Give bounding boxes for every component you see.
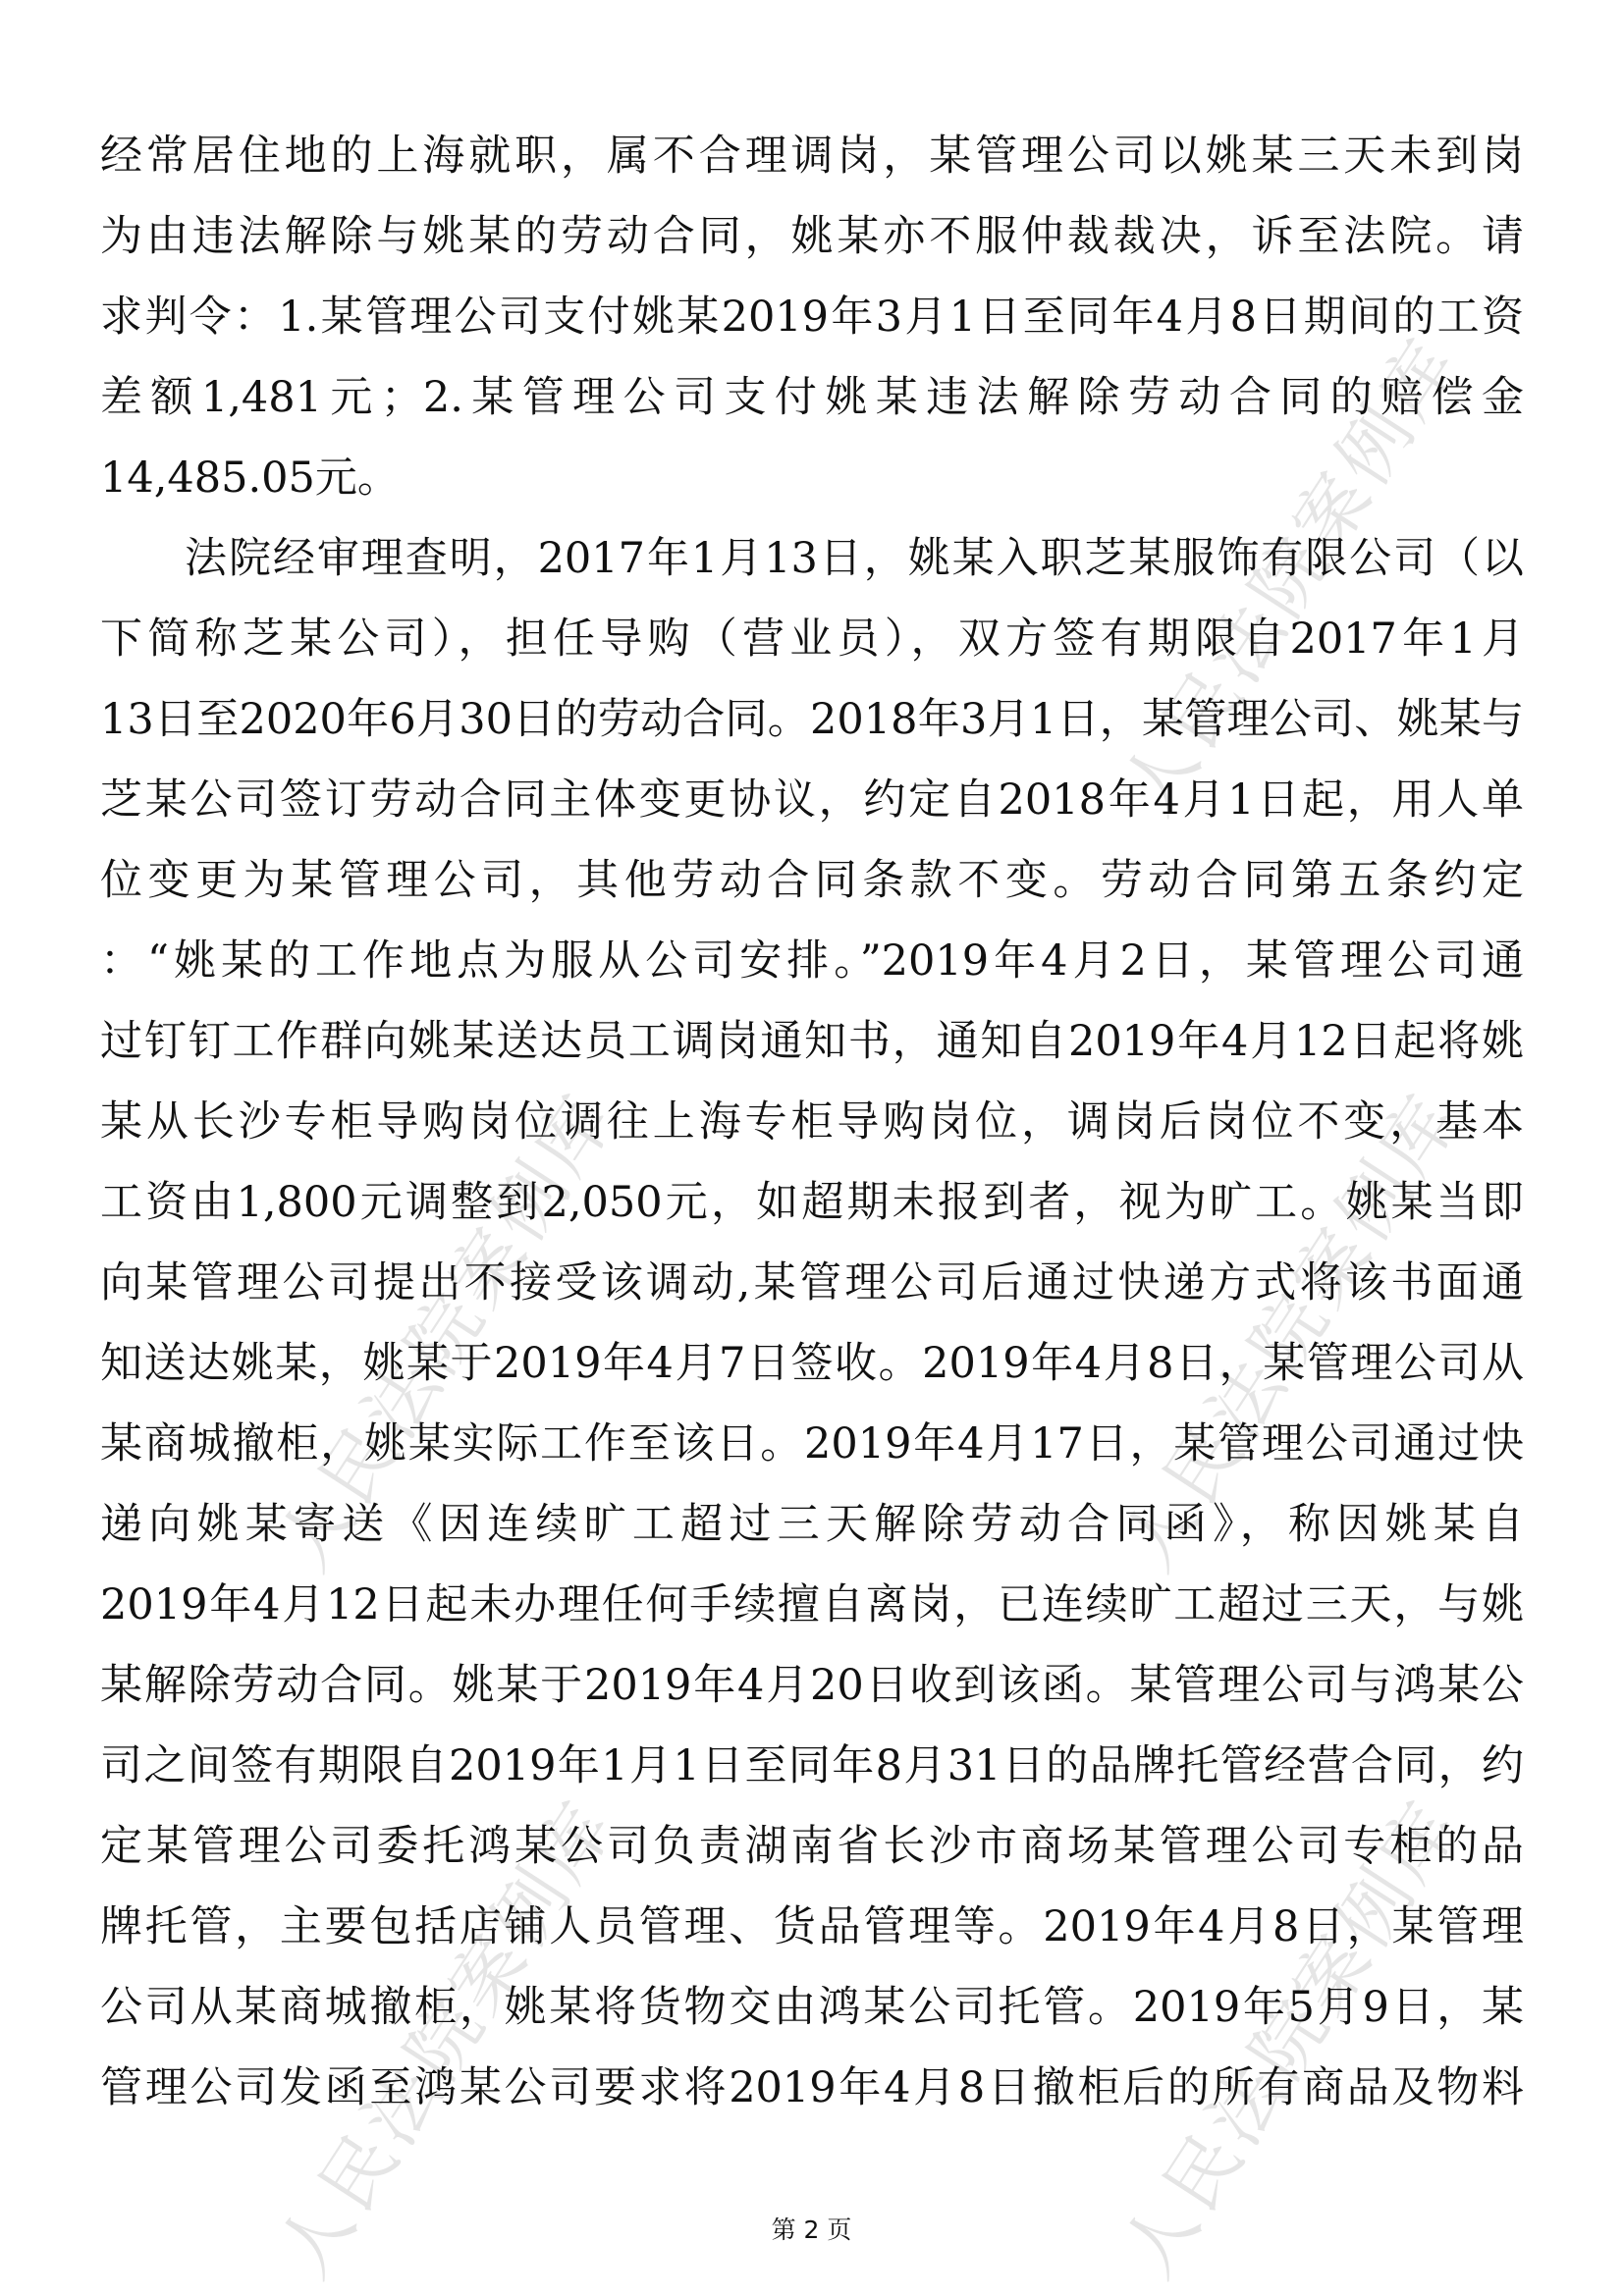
paragraph-facts	[100, 518, 1524, 2128]
text-line: 求判令：1.某管理公司支付姚某2019年3月1日至同年4月8日期间的工资	[100, 293, 1524, 342]
text-line: 差额1,481元；2.某管理公司支付姚某违法解除劳动合同的赔偿金	[100, 373, 1524, 422]
watermark: 人民法院案例库	[1106, 1078, 1477, 1585]
watermark: 人民法院案例库	[1106, 322, 1477, 829]
text-line: 下简称芝某公司），担任导购（营业员），双方签有期限自2017年1月	[100, 614, 1524, 664]
watermark: 人民法院案例库	[1106, 1785, 1477, 2292]
paragraph-claims	[100, 116, 1524, 518]
text-line: 管理公司发函至鸿某公司要求将2019年4月8日撤柜后的所有商品及物料	[100, 2063, 1524, 2112]
text-line: 13日至2020年6月30日的劳动合同。2018年3月1日，某管理公司、姚某与	[100, 695, 1524, 744]
text-line: 公司从某商城撤柜，姚某将货物交由鸿某公司托管。2019年5月9日，某	[100, 1983, 1524, 2032]
text-line: 牌托管，主要包括店铺人员管理、货品管理等。2019年4月8日，某管理	[100, 1902, 1524, 1951]
page-number: 第 2 页	[771, 2216, 852, 2244]
text-line: 知送达姚某，姚某于2019年4月7日签收。2019年4月8日，某管理公司从	[100, 1339, 1524, 1388]
watermark: 人民法院案例库	[261, 1078, 632, 1585]
text-line: ：“姚某的工作地点为服从公司安排。”2019年4月2日，某管理公司通	[100, 936, 1524, 986]
document-body	[100, 116, 1524, 2128]
text-line: 芝某公司签订劳动合同主体变更协议，约定自2018年4月1日起，用人单	[100, 775, 1524, 825]
text-line: 工资由1,800元调整到2,050元，如超期未报到者，视为旷工。姚某当即	[100, 1178, 1524, 1227]
text-line: 递向姚某寄送《因连续旷工超过三天解除劳动合同函》，称因姚某自	[100, 1500, 1524, 1549]
text-line: 14,485.05元。	[100, 454, 400, 503]
text-line: 某从长沙专柜导购岗位调往上海专柜导购岗位，调岗后岗位不变，基本	[100, 1097, 1524, 1147]
text-line: 经常居住地的上海就职，属不合理调岗，某管理公司以姚某三天未到岗	[100, 132, 1524, 181]
text-line: 司之间签有期限自2019年1月1日至同年8月31日的品牌托管经营合同，约	[100, 1741, 1524, 1790]
text-line: 定某管理公司委托鸿某公司负责湖南省长沙市商场某管理公司专柜的品	[100, 1822, 1524, 1871]
text-line: 法院经审理查明，2017年1月13日，姚某入职芝某服饰有限公司（以	[185, 534, 1524, 583]
text-line: 向某管理公司提出不接受该调动,某管理公司后通过快递方式将该书面通	[100, 1258, 1524, 1308]
text-line: 某解除劳动合同。姚某于2019年4月20日收到该函。某管理公司与鸿某公	[100, 1661, 1524, 1710]
text-line: 过钉钉工作群向姚某送达员工调岗通知书，通知自2019年4月12日起将姚	[100, 1017, 1524, 1066]
text-line: 为由违法解除与姚某的劳动合同，姚某亦不服仲裁裁决，诉至法院。请	[100, 212, 1524, 261]
watermark: 人民法院案例库	[261, 1785, 632, 2292]
text-line: 某商城撤柜，姚某实际工作至该日。2019年4月17日，某管理公司通过快	[100, 1419, 1524, 1468]
text-line: 2019年4月12日起未办理任何手续擅自离岗，已连续旷工超过三天，与姚	[100, 1580, 1524, 1629]
text-line: 位变更为某管理公司，其他劳动合同条款不变。劳动合同第五条约定	[100, 856, 1524, 905]
